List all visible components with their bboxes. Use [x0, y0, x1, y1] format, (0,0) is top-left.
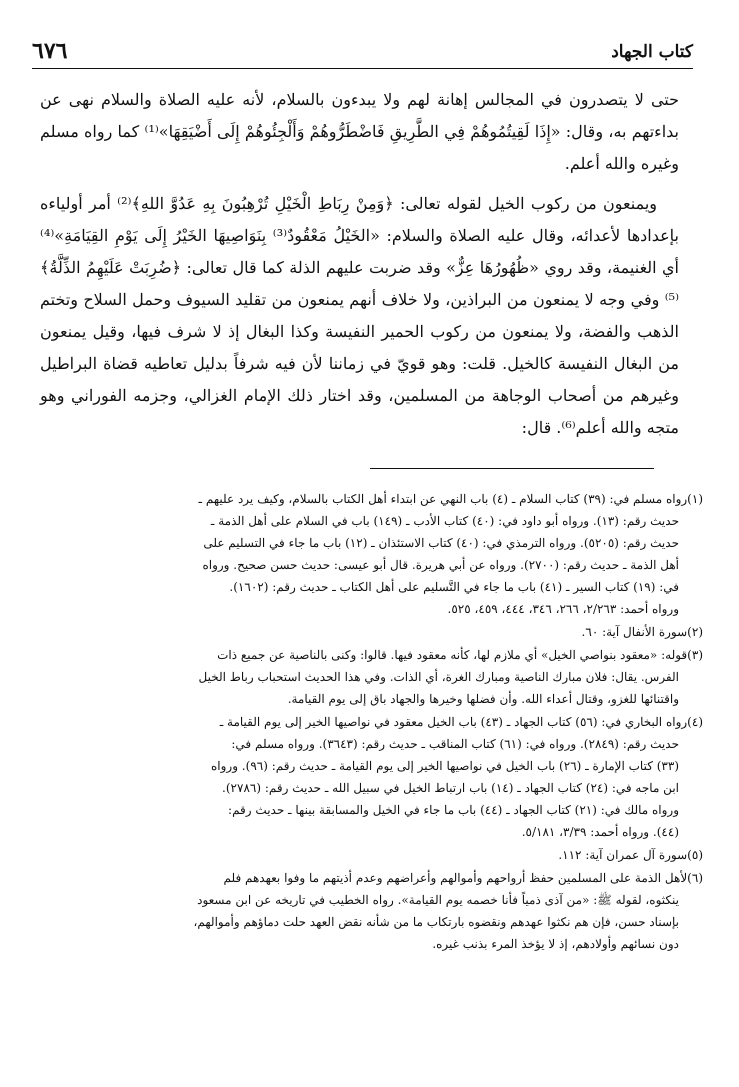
footnote-number: (٥) — [687, 848, 703, 862]
footnote-text: واقتنائها للغزو، وقتال أعداء الله. وأن فضلها وخيرها والجهاد باق إلى يوم القيامة. — [287, 692, 679, 706]
footnote-text: سورة آل عمران آية: ١١٢. — [558, 848, 688, 862]
footnote-line — [34, 733, 703, 755]
footnote-line — [34, 576, 703, 598]
footnote-text: في: (١٩) كتاب السير ـ (٤١) باب ما جاء في التَّسليم على أهل الكتاب ـ حديث رقم: (١٦٠٢). — [229, 580, 679, 594]
footnote-line — [34, 666, 703, 688]
footnote-line — [34, 777, 703, 799]
footnote-text: ينكثوه، لقوله ﷺ: «من آذى ذمياً فأنا خصمه يوم القيامة». رواه الخطيب في تاريخه عن ابن مسعود — [197, 893, 679, 907]
footnote-line — [34, 755, 703, 777]
footnote-line — [34, 933, 703, 955]
footnote-text: دون نسائهم وأولادهم، إذ لا يؤخذ المرء بذنب غيره. — [432, 937, 679, 951]
paragraph: حتى لا يتصدرون في المجالس إهانة لهم ولا يبدءون بالسلام، لأنه عليه الصلاة والسلام نهى عن بداءتهم به، وقال: «إِذَا لَقِيتُمُوهُمْ فِي الطَّرِيقِ فَاضْطَرُّوهُمْ وَأَلْجِئُوهُمْ إِلَى أَضْيَقِهَا»⁽¹⁾ كما رواه مسلم وغيره والله أعلم. — [40, 90, 680, 173]
footnote — [34, 867, 703, 955]
footnote-line — [34, 889, 703, 911]
footnote-text: (٣٣) كتاب الإمارة ـ (٢٦) باب الخيل في نواصيها الخير إلى يوم القيامة ـ حديث رقم: (٩٦). ورواه — [210, 759, 679, 773]
footnote — [34, 711, 703, 843]
main-text — [40, 84, 679, 452]
footnote-text: رواه مسلم في: (٣٩) كتاب السلام ـ (٤) باب النهي عن ابتداء أهل الكتاب بالسلام، وكيف يرد عليهم ـ — [198, 492, 688, 506]
footnote-number: (٣) — [687, 648, 703, 662]
footnote-line — [34, 911, 703, 933]
footnote-text: رواه البخاري في: (٥٦) كتاب الجهاد ـ (٤٣) باب الخيل معقود في نواصيها الخير إلى يوم القيامة ـ — [219, 715, 688, 729]
paragraph: ويمنعون من ركوب الخيل لقوله تعالى: ﴿وَمِنْ رِبَاطِ الْخَيْلِ تُرْهِبُونَ بِهِ عَدُوَّ اللهِ﴾⁽²⁾ أمر أولياءه بإعدادها لأعدائه، وقال عليه الصلاة والسلام: «الخَيْلُ مَعْقُودٌ⁽³⁾ بِنَوَاصِيهَا الخَيْرُ إِلَى يَوْمِ القِيَامَةِ»⁽⁴⁾ أي الغنيمة، وقد روي «ظُهُورُهَا عِزٌّ» وقد ضربت عليهم الذلة كما قال تعالى: ﴿ضُرِبَتْ عَلَيْهِمُ الذِّلَّةُ﴾⁽⁵⁾ وفي وجه لا يمنعون من البراذين، ولا خلاف أنهم يمنعون من تقليد السيوف وحمل السلاح وتختم الذهب والفضة، ولا يمنعون من ركوب الحمير النفيسة وكذا البغال إذ لا شرف فيها، وقيل يمنعون من البغال النفيسة كالخيل. قلت: وهو قويّ في زماننا لأن فيه شرفاً بدليل تعاطيه قضاة البراطيل وغيرهم من أصحاب الوجاهة من المسلمين، وقد اختار ذلك الإمام الغزالي، وجزمه الفوراني وهو متجه والله أعلم⁽⁶⁾. قال: — [40, 194, 679, 437]
footnote-line — [34, 554, 703, 576]
page-header — [32, 38, 693, 69]
footnote-text: بإسناد حسن، فإن هم نكثوا عهدهم ونقضوه بارتكاب ما من شأنه نقض العهد حلت دماؤهم وأموالهم، — [193, 915, 679, 929]
footnote-text: (٤٤). ورواه أحمد: ٣/٣٩، ٥/١٨١. — [521, 825, 679, 839]
footnote-line — [34, 510, 703, 532]
footnote-text: قوله: «معقود بنواصي الخيل» أي ملازم لها، كأنه معقود فيها. قالوا: وكنى بالناصية عن جميع ذات — [217, 648, 688, 662]
footnote-number: (١) — [687, 492, 703, 506]
footnote-text: حديث رقم: (٥٢٠٥). ورواه الترمذي في: (٤٠) كتاب الاستئذان ـ (١٢) باب ما جاء في التسليم على — [203, 536, 679, 550]
footnote-line — [34, 821, 703, 843]
footnote-text: ورواه أحمد: ٢/٢٦٣، ٢٦٦، ٣٤٦، ٤٤٤، ٤٥٩، ٥٢٥. — [447, 602, 679, 616]
footnote-number: (٤) — [687, 715, 703, 729]
page-number: ٦٧٦ — [32, 38, 68, 64]
footnotes — [34, 488, 703, 956]
footnote-line — [34, 711, 703, 733]
footnote-text: ورواه مالك في: (٢١) كتاب الجهاد ـ (٤٤) باب ما جاء في الخيل والمسابقة بينها ـ حديث رقم: — [228, 803, 679, 817]
footnote-line — [34, 532, 703, 554]
footnote-text: سورة الأنفال آية: ٦٠. — [581, 625, 688, 639]
footnote-text: حديث رقم: (١٣). ورواه أبو داود في: (٤٠) كتاب الأدب ـ (١٤٩) باب في السلام على أهل الذمة ـ — [210, 514, 679, 528]
footnote-line — [34, 867, 703, 889]
footnote-line — [34, 688, 703, 710]
footnote-text: حديث رقم: (٢٨٤٩). ورواه في: (٦١) كتاب المناقب ـ حديث رقم: (٣٦٤٣). ورواه مسلم في: — [231, 737, 679, 751]
footnote-line — [34, 598, 703, 620]
footnote-line — [34, 644, 703, 666]
book-title: كتاب الجهاد — [611, 42, 693, 62]
footnote-number: (٦) — [687, 871, 703, 885]
footnote-line — [34, 488, 703, 510]
footnote-line — [34, 844, 703, 866]
footnote — [34, 488, 703, 620]
footnote-separator — [370, 468, 654, 469]
footnote — [34, 644, 703, 710]
footnote-line — [34, 799, 703, 821]
footnote — [34, 621, 703, 643]
footnote-text: أهل الذمة ـ حديث رقم: (٢٧٠٠). ورواه عن أبي هريرة. قال أبو عيسى: حديث حسن صحيح. ورواه — [202, 558, 679, 572]
footnote — [34, 844, 703, 866]
footnote-number: (٢) — [687, 625, 703, 639]
footnote-text: ابن ماجه في: (٢٤) كتاب الجهاد ـ (١٤) باب ارتباط الخيل في سبيل الله ـ حديث رقم: (٢٧٨٦). — [222, 781, 679, 795]
footnote-text: لأهل الذمة على المسلمين حفظ أرواحهم وأموالهم وأعراضهم وعدم أذيتهم ما وفوا بعهدهم فلم — [223, 871, 688, 885]
footnote-text: الفرس. يقال: فلان مبارك الناصية ومبارك الغرة، أي الذات. وفي هذا الحديث استحباب رباط الخيل — [198, 670, 679, 684]
footnote-line — [34, 621, 703, 643]
